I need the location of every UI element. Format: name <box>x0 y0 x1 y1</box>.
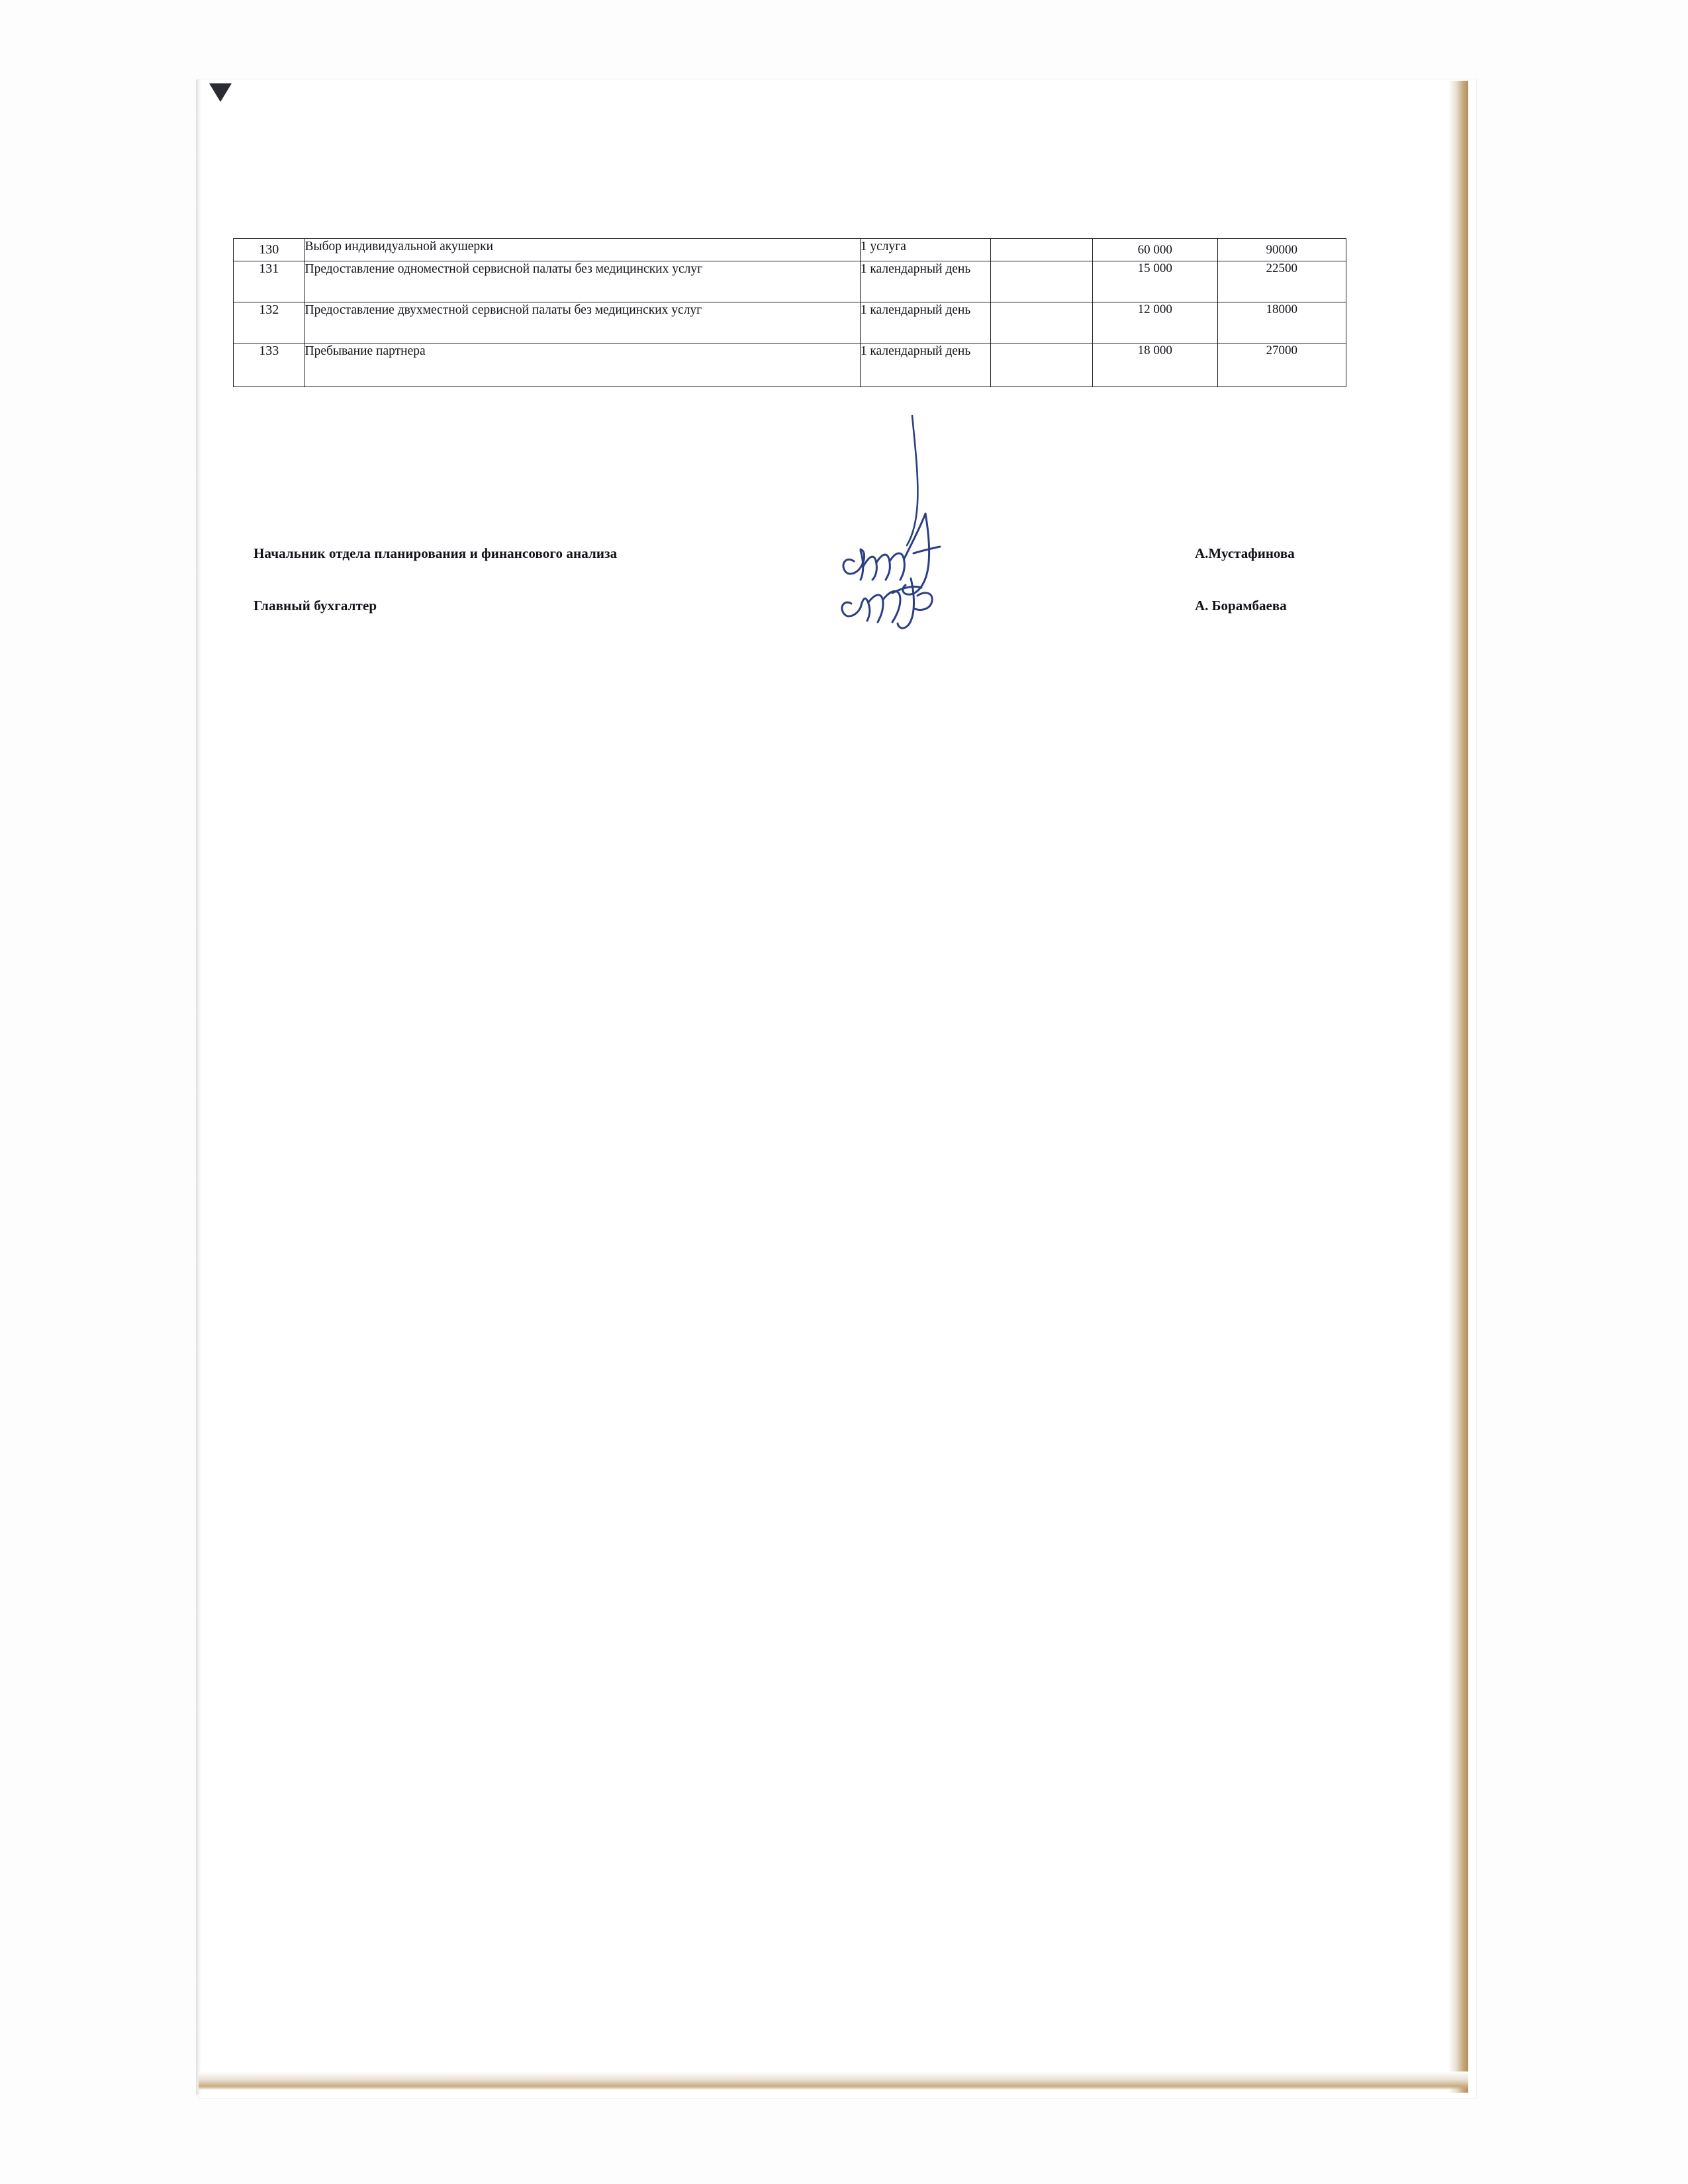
row-number: 133 <box>234 343 305 387</box>
service-name: Предоставление двухместной сервисной палаты без медицинских услуг <box>305 302 860 343</box>
signature-name-2: А. Борамбаева <box>1195 598 1287 614</box>
empty-cell <box>990 261 1092 302</box>
table-row <box>234 302 1346 343</box>
service-price-base: 12 000 <box>1092 302 1217 343</box>
row-number: 130 <box>234 239 305 261</box>
service-price-base: 18 000 <box>1092 343 1217 387</box>
service-price-total: 22500 <box>1217 261 1346 302</box>
empty-cell <box>990 239 1092 261</box>
table-row <box>234 239 1346 261</box>
empty-cell <box>990 343 1092 387</box>
service-price-total: 18000 <box>1217 302 1346 343</box>
scan-edge-bottom <box>199 2071 1468 2090</box>
service-unit: 1 календарный день <box>860 261 990 302</box>
service-name: Пребывание партнера <box>305 343 860 387</box>
service-name: Предоставление одноместной сервисной палаты без медицинских услуг <box>305 261 860 302</box>
service-price-base: 60 000 <box>1092 239 1217 261</box>
empty-cell <box>990 302 1092 343</box>
service-price-total: 90000 <box>1217 239 1346 261</box>
table-row <box>234 343 1346 387</box>
service-price-total: 27000 <box>1217 343 1346 387</box>
page-corner-fold-mark <box>209 83 232 102</box>
signature-role-2: Главный бухгалтер <box>254 598 377 614</box>
service-unit: 1 услуга <box>860 239 990 261</box>
row-number: 132 <box>234 302 305 343</box>
scan-edge-right <box>1448 81 1468 2093</box>
table-row <box>234 261 1346 302</box>
signature-name-1: А.Мустафинова <box>1195 545 1295 561</box>
service-unit: 1 календарный день <box>860 343 990 387</box>
service-price-base: 15 000 <box>1092 261 1217 302</box>
service-unit: 1 календарный день <box>860 302 990 343</box>
service-name: Выбор индивидуальной акушерки <box>305 239 860 261</box>
signature-role-1: Начальник отдела планирования и финансового анализа <box>254 545 618 561</box>
row-number: 131 <box>234 261 305 302</box>
scan-edge-left <box>196 79 201 2095</box>
price-list-table <box>233 238 1346 387</box>
